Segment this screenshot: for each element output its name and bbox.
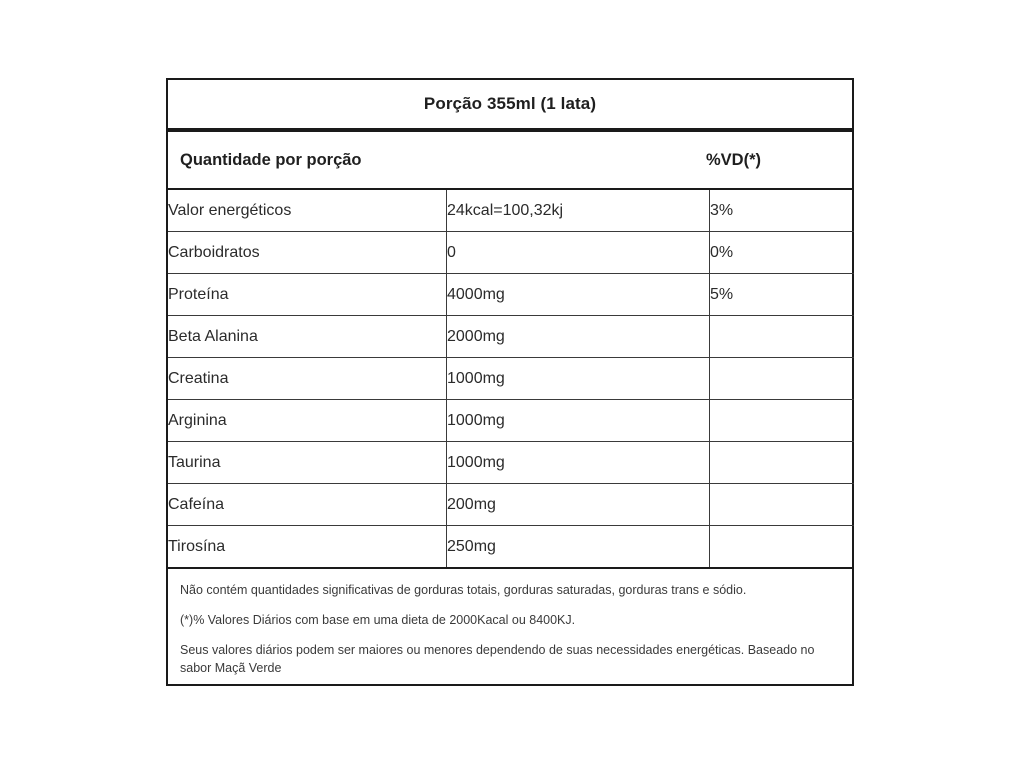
nutrient-dv <box>710 484 855 526</box>
nutrient-table-body <box>168 190 854 568</box>
footnote-fats: Não contém quantidades significativas de gorduras totais, gorduras saturadas, gorduras trans e sódio. <box>180 583 747 597</box>
nutrient-name: Proteína <box>168 274 447 316</box>
table-row <box>168 274 854 316</box>
nutrient-name: Beta Alanina <box>168 316 447 358</box>
nutrient-name: Tirosína <box>168 526 447 569</box>
nutrient-dv <box>710 358 855 400</box>
nutrient-name: Creatina <box>168 358 447 400</box>
footnote-daily-values: (*)% Valores Diários com base em uma dieta de 2000Kacal ou 8400KJ. <box>180 613 576 628</box>
nutrition-facts-panel <box>166 78 854 686</box>
table-row <box>168 358 854 400</box>
nutrient-value: 0 <box>447 232 710 274</box>
nutrient-value: 4000mg <box>447 274 710 316</box>
nutrient-value: 2000mg <box>447 316 710 358</box>
nutrient-dv <box>710 442 855 484</box>
nutrient-value: 1000mg <box>447 400 710 442</box>
table-row <box>168 526 854 569</box>
serving-size-row <box>168 80 852 132</box>
nutrient-dv: 0% <box>710 232 855 274</box>
table-row <box>168 484 854 526</box>
serving-size-text: Porção 355ml (1 lata) <box>423 94 597 113</box>
nutrient-name: Arginina <box>168 400 447 442</box>
nutrient-value: 1000mg <box>447 442 710 484</box>
table-row <box>168 190 854 232</box>
nutrient-dv: 3% <box>710 190 855 232</box>
daily-value-header: %VD(*) <box>706 150 762 169</box>
nutrient-name: Valor energéticos <box>168 190 447 232</box>
amount-per-serving-header <box>168 132 852 190</box>
table-row <box>168 400 854 442</box>
amount-per-serving-label: Quantidade por porção <box>180 150 362 169</box>
nutrient-value: 200mg <box>447 484 710 526</box>
footnotes-section <box>168 569 852 678</box>
nutrient-name: Cafeína <box>168 484 447 526</box>
table-row <box>168 442 854 484</box>
nutrient-dv: 5% <box>710 274 855 316</box>
nutrient-value: 250mg <box>447 526 710 569</box>
nutrient-dv <box>710 400 855 442</box>
table-row <box>168 232 854 274</box>
footnote-energy-needs: Seus valores diários podem ser maiores ou menores dependendo de suas necessidades energéticas. Baseado no sabor Maçã Verde <box>180 643 815 676</box>
nutrient-value: 1000mg <box>447 358 710 400</box>
nutrient-name: Carboidratos <box>168 232 447 274</box>
nutrient-dv <box>710 316 855 358</box>
nutrient-table <box>168 190 854 569</box>
nutrient-value: 24kcal=100,32kj <box>447 190 710 232</box>
nutrient-name: Taurina <box>168 442 447 484</box>
table-row <box>168 316 854 358</box>
nutrient-dv <box>710 526 855 569</box>
